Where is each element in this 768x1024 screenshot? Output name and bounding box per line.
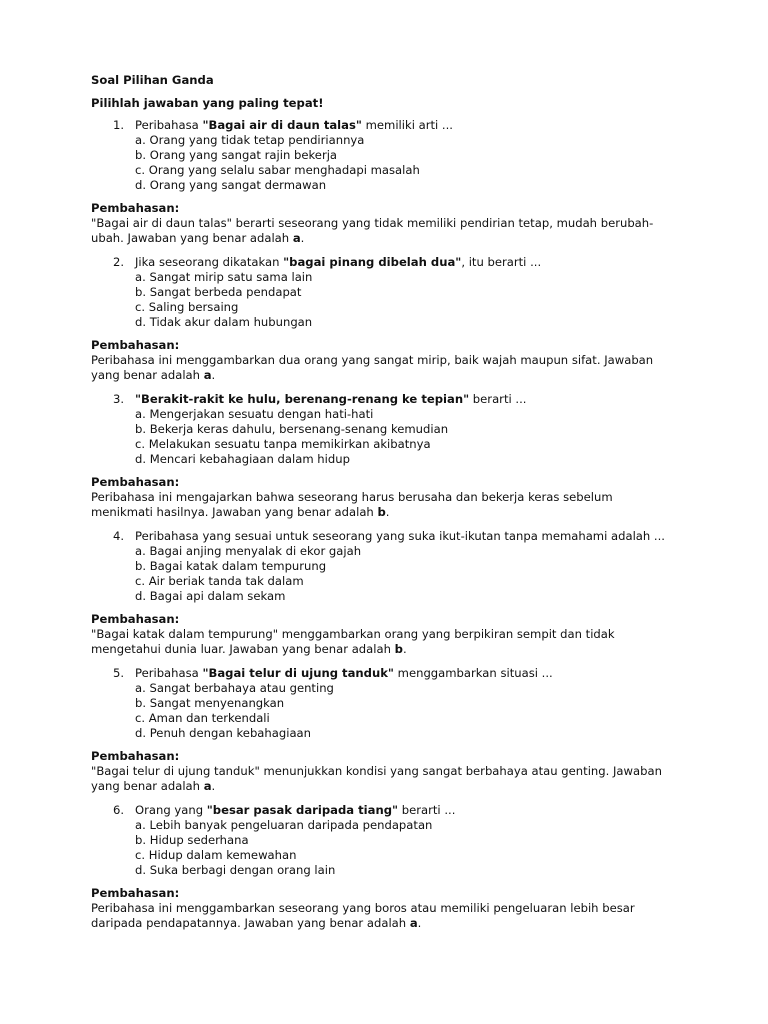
option-b: b. Hidup sederhana — [135, 833, 249, 847]
question-line — [91, 118, 678, 133]
question-4 — [91, 529, 678, 604]
discussion-label: Pembahasan: — [91, 338, 180, 352]
option-b: b. Bekerja keras dahulu, bersenang-senang kemudian — [135, 422, 449, 436]
question-text-post: memiliki arti ... — [361, 118, 453, 132]
discussion-5 — [91, 749, 678, 794]
explanation-text: "Bagai katak dalam tempurung" menggambarkan orang yang berpikiran sempit dan tidak mengetahui dunia luar. Jawaban yang benar adalah — [91, 627, 615, 656]
option-d: d. Orang yang sangat dermawan — [135, 178, 327, 192]
question-text-post: , itu berarti ... — [461, 255, 542, 269]
options-list — [91, 407, 678, 467]
discussion-label: Pembahasan: — [91, 475, 180, 489]
question-text-pre: Peribahasa — [135, 666, 203, 680]
answer-letter: b — [377, 505, 386, 519]
question-text — [135, 392, 678, 407]
discussion-label: Pembahasan: — [91, 749, 180, 763]
discussion-text: Peribahasa ini menggambarkan dua orang yang sangat mirip, baik wajah maupun sifat. Jawaban yang benar adalah a. — [91, 353, 654, 382]
answer-letter: a — [203, 368, 212, 382]
option-c: c. Air beriak tanda tak dalam — [135, 574, 304, 588]
discussion-3 — [91, 475, 678, 520]
question-text-post: berarti ... — [398, 803, 456, 817]
option-c: c. Melakukan sesuatu tanpa memikirkan akibatnya — [135, 437, 431, 451]
question-text-bold: "Bagai telur di ujung tanduk" — [202, 666, 394, 680]
question-text — [135, 803, 678, 818]
question-text-pre: Orang yang — [135, 803, 207, 817]
question-5 — [91, 666, 678, 741]
question-6 — [91, 803, 678, 878]
discussion-label: Pembahasan: — [91, 612, 180, 626]
question-text-bold: "Berakit-rakit ke hulu, berenang-renang ke tepian" — [135, 392, 470, 406]
option-b: b. Orang yang sangat rajin bekerja — [135, 148, 338, 162]
question-text-pre: Jika seseorang dikatakan — [135, 255, 284, 269]
explanation-text: Peribahasa ini menggambarkan dua orang yang sangat mirip, baik wajah maupun sifat. Jawaban yang benar adalah — [91, 353, 654, 382]
question-text-bold: "bagai pinang dibelah dua" — [283, 255, 462, 269]
discussion-text: "Bagai air di daun talas" berarti seseorang yang tidak memiliki pendirian tetap, mudah berubah-ubah. Jawaban yang benar adalah a. — [91, 216, 654, 245]
option-a: a. Lebih banyak pengeluaran daripada pendapatan — [135, 818, 433, 832]
question-text — [135, 255, 678, 270]
question-line — [91, 803, 678, 818]
question-text-bold: "besar pasak daripada tiang" — [206, 803, 399, 817]
option-b: b. Sangat berbeda pendapat — [135, 285, 302, 299]
question-text-pre: Peribahasa — [135, 118, 203, 132]
question-number: 4. — [113, 529, 125, 543]
instruction-text: Pilihlah jawaban yang paling tepat! — [91, 96, 324, 110]
option-b: b. Sangat menyenangkan — [135, 696, 285, 710]
question-number: 5. — [113, 666, 125, 680]
question-text — [135, 666, 678, 681]
document-title: Soal Pilihan Ganda — [91, 73, 214, 87]
question-line — [91, 666, 678, 681]
option-a: a. Sangat mirip satu sama lain — [135, 270, 313, 284]
answer-letter: a — [292, 231, 301, 245]
option-a: a. Bagai anjing menyalak di ekor gajah — [135, 544, 362, 558]
option-c: c. Saling bersaing — [135, 300, 239, 314]
option-a: a. Sangat berbahaya atau genting — [135, 681, 334, 695]
question-number: 2. — [113, 255, 125, 269]
explanation-text: Peribahasa ini mengajarkan bahwa seseorang harus berusaha dan bekerja keras sebelum menikmati hasilnya. Jawaban yang benar adalah — [91, 490, 613, 519]
question-text-bold: "Bagai air di daun talas" — [202, 118, 362, 132]
discussion-4 — [91, 612, 678, 657]
option-b: b. Bagai katak dalam tempurung — [135, 559, 327, 573]
question-line — [91, 392, 678, 407]
discussion-label: Pembahasan: — [91, 886, 180, 900]
discussion-text: Peribahasa ini mengajarkan bahwa seseorang harus berusaha dan bekerja keras sebelum menikmati hasilnya. Jawaban yang benar adalah b. — [91, 490, 613, 519]
options-list — [91, 544, 678, 604]
discussion-text: Peribahasa ini menggambarkan seseorang yang boros atau memiliki pengeluaran lebih besar daripada pendapatannya. Jawaban yang benar adalah a. — [91, 901, 635, 930]
option-d: d. Penuh dengan kebahagiaan — [135, 726, 311, 740]
question-1 — [91, 118, 678, 193]
option-d: d. Suka berbagi dengan orang lain — [135, 863, 336, 877]
answer-letter: a — [203, 779, 212, 793]
question-3 — [91, 392, 678, 467]
discussion-text: "Bagai katak dalam tempurung" menggambarkan orang yang berpikiran sempit dan tidak mengetahui dunia luar. Jawaban yang benar adalah b. — [91, 627, 615, 656]
discussion-6 — [91, 886, 678, 931]
explanation-text: "Bagai air di daun talas" berarti seseorang yang tidak memiliki pendirian tetap, mudah berubah-ubah. Jawaban yang benar adalah — [91, 216, 654, 245]
question-text-post: berarti ... — [469, 392, 527, 406]
question-text-post: menggambarkan situasi ... — [393, 666, 553, 680]
question-text — [135, 529, 678, 544]
options-list — [91, 133, 678, 193]
explanation-text: Peribahasa ini menggambarkan seseorang yang boros atau memiliki pengeluaran lebih besar daripada pendapatannya. Jawaban yang benar adalah — [91, 901, 635, 930]
explanation-text: "Bagai telur di ujung tanduk" menunjukkan kondisi yang sangat berbahaya atau genting. Jawaban yang benar adalah — [91, 764, 662, 793]
question-line — [91, 529, 678, 544]
option-a: a. Mengerjakan sesuatu dengan hati-hati — [135, 407, 374, 421]
discussion-2 — [91, 338, 678, 383]
option-a: a. Orang yang tidak tetap pendiriannya — [135, 133, 365, 147]
discussion-text: "Bagai telur di ujung tanduk" menunjukkan kondisi yang sangat berbahaya atau genting. Jawaban yang benar adalah a. — [91, 764, 662, 793]
options-list — [91, 818, 678, 878]
question-number: 3. — [113, 392, 125, 406]
option-c: c. Aman dan terkendali — [135, 711, 270, 725]
question-text-pre: Peribahasa yang sesuai untuk seseorang yang suka ikut-ikutan tanpa memahami adalah ... — [135, 529, 665, 543]
answer-letter: b — [394, 642, 403, 656]
options-list — [91, 270, 678, 330]
question-number: 1. — [113, 118, 125, 132]
option-d: d. Bagai api dalam sekam — [135, 589, 286, 603]
question-text — [135, 118, 678, 133]
option-d: d. Mencari kebahagiaan dalam hidup — [135, 452, 350, 466]
options-list — [91, 681, 678, 741]
discussion-1 — [91, 201, 678, 246]
discussion-label: Pembahasan: — [91, 201, 180, 215]
option-d: d. Tidak akur dalam hubungan — [135, 315, 313, 329]
question-2 — [91, 255, 678, 330]
question-number: 6. — [113, 803, 125, 817]
answer-letter: a — [409, 916, 418, 930]
option-c: c. Hidup dalam kemewahan — [135, 848, 297, 862]
question-line — [91, 255, 678, 270]
option-c: c. Orang yang selalu sabar menghadapi masalah — [135, 163, 420, 177]
